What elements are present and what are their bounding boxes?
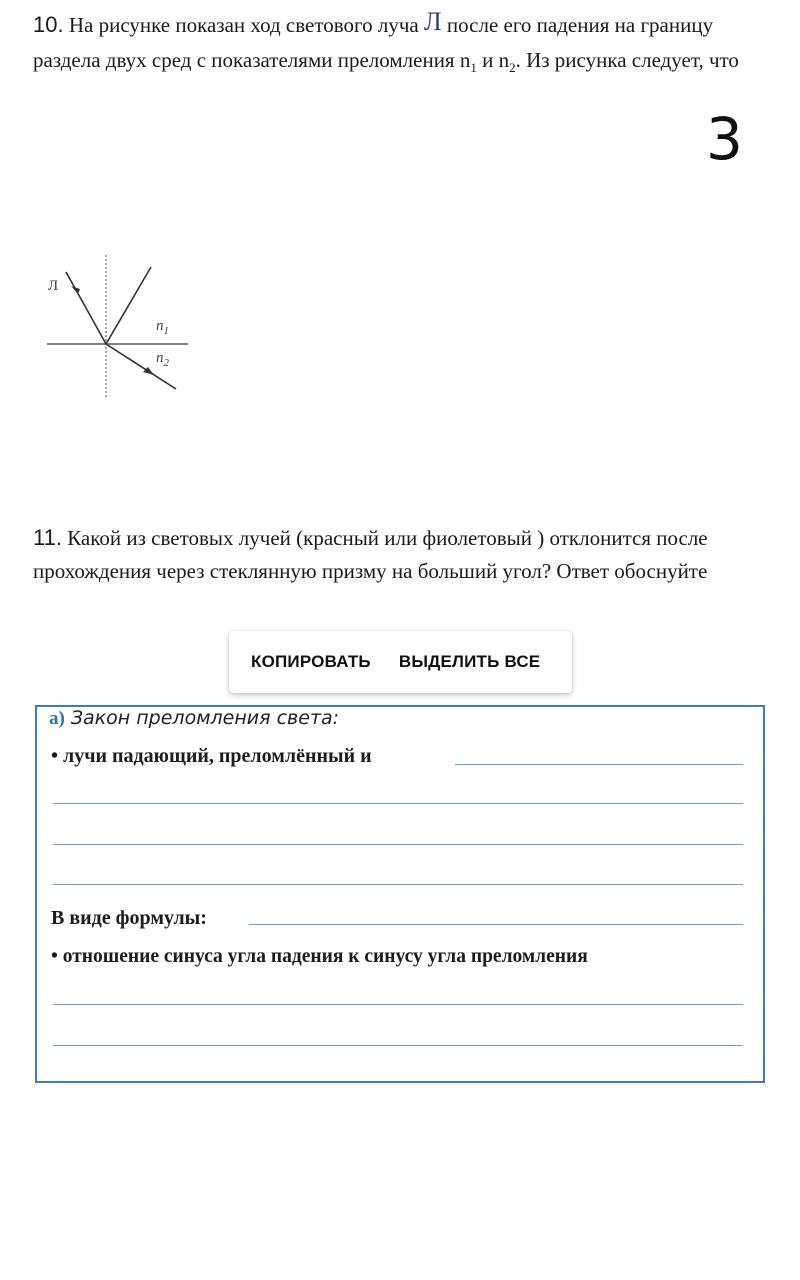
answer-line <box>455 764 743 765</box>
question-10-text <box>33 6 773 85</box>
copy-button[interactable]: КОПИРОВАТЬ <box>251 652 371 671</box>
ray-symbol: Л <box>424 7 442 36</box>
refraction-diagram <box>40 250 220 410</box>
question-10-end: . Из рисунка следует, что <box>515 48 739 72</box>
subscript-1: 1 <box>470 60 477 76</box>
workbook-formula-label: В виде формулы: <box>51 907 207 929</box>
subscript-2: 2 <box>509 60 516 76</box>
incident-ray <box>66 272 106 344</box>
question-10-and: и n <box>482 48 510 72</box>
incident-arrow-icon <box>71 286 80 294</box>
diagram-ray-label: Л <box>48 278 59 294</box>
workbook-bullet-2: • отношение синуса угла падения к синусу угла преломления <box>51 946 588 967</box>
answer-line <box>53 1045 743 1046</box>
answer-line <box>53 803 743 804</box>
diagram-n2-label: $n_2$ <box>156 350 169 369</box>
workbook-bullet-1: • лучи падающий, преломлённый и <box>51 745 372 767</box>
page-number: 3 <box>706 105 743 173</box>
formula-answer-line <box>249 924 743 925</box>
diagram-n1-label: $n_1$ <box>156 318 169 337</box>
workbook-title-text: Закон преломления света: <box>70 707 340 729</box>
question-11-text <box>33 521 773 588</box>
reflected-ray <box>106 267 151 344</box>
question-10-part1: На рисунке показан ход светового луча <box>68 13 419 37</box>
workbook-title <box>49 707 339 730</box>
question-10-part2: после его падения на границу раздела двух сред с показателями преломления n <box>33 13 714 72</box>
question-11-number: 11. <box>33 525 62 550</box>
workbook-marker: а) <box>49 708 65 729</box>
answer-line <box>53 844 743 845</box>
question-10-number: 10. <box>33 12 64 37</box>
question-11-body: Какой из световых лучей (красный или фиолетовый ) отклонится после прохождения через стеклянную призму на больший угол? Ответ обоснуйте <box>33 526 708 583</box>
select-all-button[interactable]: ВЫДЕЛИТЬ ВСЕ <box>398 652 541 671</box>
answer-line <box>53 884 743 885</box>
workbook-image <box>35 705 765 1083</box>
text-selection-menu <box>229 631 572 693</box>
answer-line <box>53 1004 743 1005</box>
